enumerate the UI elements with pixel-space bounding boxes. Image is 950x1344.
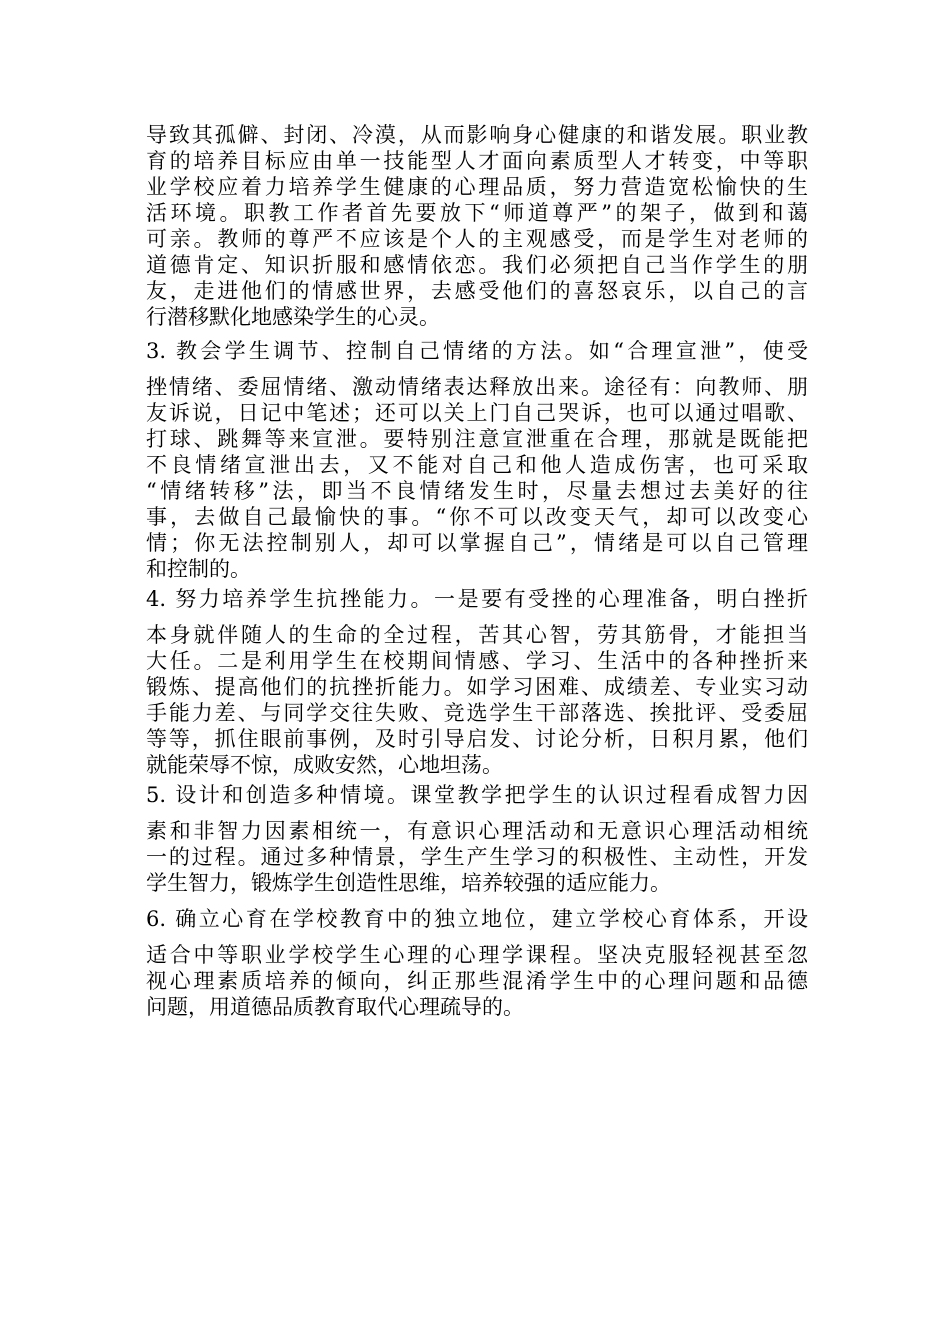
- text-line: 适合中等职业学校学生心理的心理学课程。坚决克服轻视甚至忽: [146, 943, 808, 967]
- text-line: 锻炼、提高他们的抗挫折能力。如学习困难、成绩差、专业实习动: [146, 675, 808, 699]
- paragraph-6-heading: [146, 906, 808, 932]
- text-line: 行潜移默化地感染学生的心灵。: [146, 305, 440, 329]
- text-line: 就能荣辱不惊，成败安然，心地坦荡。: [146, 753, 503, 777]
- paragraph-1: [146, 122, 808, 330]
- text-line: 挫情绪、委屈情绪、激动情绪表达释放出来。途径有：向教师、朋: [146, 375, 808, 399]
- text-line: 导致其孤僻、封闭、冷漠，从而影响身心健康的和谐发展。职业教: [146, 123, 808, 147]
- text-line: 视心理素质培养的倾向，纠正那些混淆学生中的心理问题和品德: [146, 969, 808, 993]
- text-line: 道德肯定、知识折服和感情依恋。我们必须把自己当作学生的朋: [146, 253, 808, 277]
- text-line: 3. 教会学生调节、控制自己情绪的方法。如“合理宣泄”，使受: [146, 339, 808, 363]
- text-line: 情；你无法控制别人，却可以掌握自己”，情绪是可以自己管理: [146, 531, 808, 555]
- text-line: 素和非智力因素相统一，有意识心理活动和无意识心理活动相统: [146, 819, 808, 843]
- text-line: 友，走进他们的情感世界，去感受他们的喜怒哀乐，以自己的言: [146, 279, 808, 303]
- text-line: “情绪转移”法，即当不良情绪发生时，尽量去想过去美好的往: [146, 479, 808, 503]
- text-line: 学生智力，锻炼学生创造性思维，培养较强的适应能力。: [146, 871, 671, 895]
- paragraph-5-heading: [146, 782, 808, 808]
- paragraph-6-body: [146, 942, 808, 1020]
- text-line: 大任。二是利用学生在校期间情感、学习、生活中的各种挫折来: [146, 649, 808, 673]
- paragraph-5-body: [146, 818, 808, 896]
- paragraph-4-body: [146, 622, 808, 778]
- text-line: 6. 确立心育在学校教育中的独立地位，建立学校心育体系，开设: [146, 907, 808, 931]
- text-line: 和控制的。: [146, 557, 251, 581]
- paragraph-3-heading: [146, 338, 808, 364]
- text-line: 业学校应着力培养学生健康的心理品质，努力营造宽松愉快的生: [146, 175, 808, 199]
- paragraph-4-heading: [146, 586, 808, 612]
- text-line: 打球、跳舞等来宣泄。要特别注意宣泄重在合理，那就是既能把: [146, 427, 808, 451]
- text-line: 问题，用道德品质教育取代心理疏导的。: [146, 995, 524, 1019]
- text-line: 一的过程。通过多种情景，学生产生学习的积极性、主动性，开发: [146, 845, 808, 869]
- text-line: 友诉说，日记中笔述；还可以关上门自己哭诉，也可以通过唱歌、: [146, 401, 808, 425]
- text-line: 5. 设计和创造多种情境。课堂教学把学生的认识过程看成智力因: [146, 783, 808, 807]
- text-line: 等等，抓住眼前事例，及时引导启发、讨论分析，日积月累，他们: [146, 727, 808, 751]
- text-line: 事，去做自己最愉快的事。“你不可以改变天气，却可以改变心: [146, 505, 808, 529]
- text-line: 手能力差、与同学交往失败、竞选学生干部落选、挨批评、受委屈: [146, 701, 808, 725]
- text-line: 4. 努力培养学生抗挫能力。一是要有受挫的心理准备，明白挫折: [146, 587, 808, 611]
- paragraph-3-body: [146, 374, 808, 582]
- text-line: 育的培养目标应由单一技能型人才面向素质型人才转变，中等职: [146, 149, 808, 173]
- text-line: 不良情绪宣泄出去，又不能对自己和他人造成伤害，也可采取: [146, 453, 808, 477]
- text-line: 本身就伴随人的生命的全过程，苦其心智，劳其筋骨，才能担当: [146, 623, 808, 647]
- text-line: 可亲。教师的尊严不应该是个人的主观感受，而是学生对老师的: [146, 227, 808, 251]
- text-line: 活环境。职教工作者首先要放下“师道尊严”的架子，做到和蔼: [146, 201, 808, 225]
